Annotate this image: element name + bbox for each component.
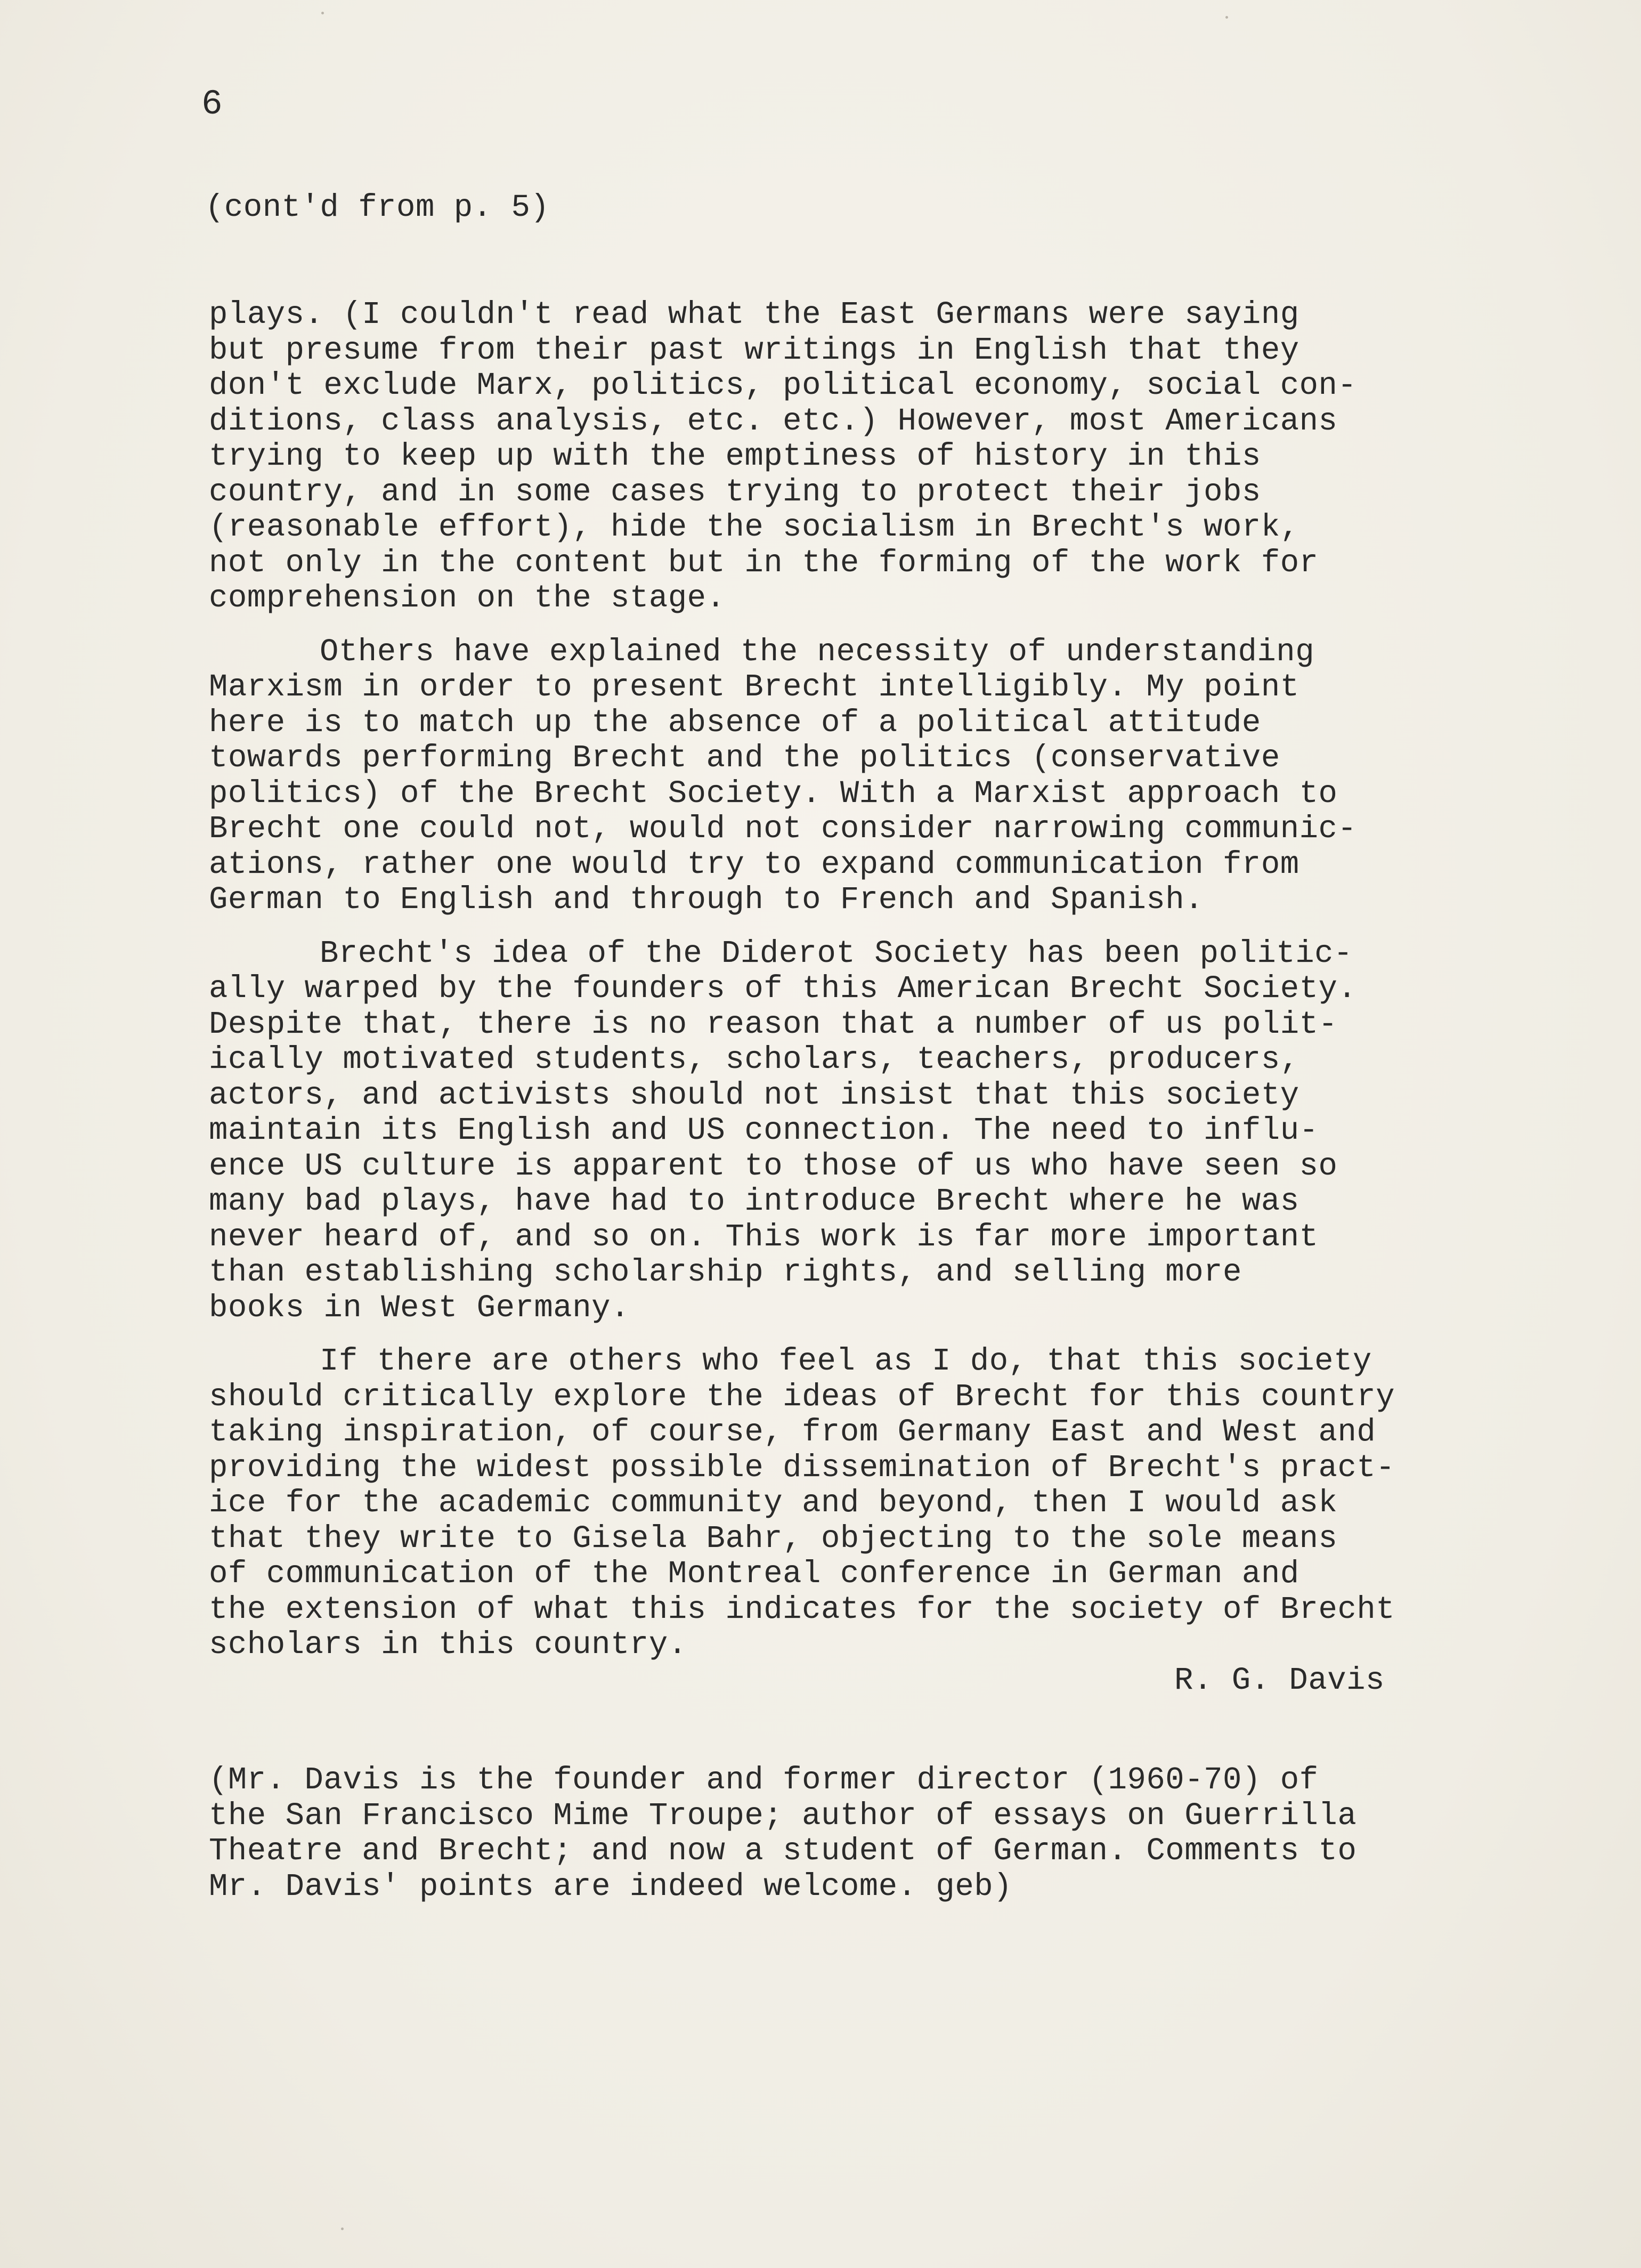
- text-line: (reasonable effort), hide the socialism in Brecht's work,: [209, 509, 1299, 545]
- text-line: ically motivated students, scholars, teachers, producers,: [209, 1042, 1299, 1078]
- text-line: German to English and through to French and Spanish.: [209, 882, 1204, 918]
- body-paragraph: [209, 1344, 1573, 1698]
- body-paragraph: [209, 936, 1573, 1326]
- text-line: of communication of the Montreal conference in German and: [209, 1556, 1299, 1592]
- text-line: but presume from their past writings in English that they: [209, 332, 1299, 368]
- text-line: scholars in this country.: [209, 1627, 687, 1663]
- text-line: Brecht's idea of the Diderot Society has been politic-: [320, 935, 1353, 971]
- page-number: 6: [201, 84, 223, 124]
- text-line: taking inspiration, of course, from Germany East and West and: [209, 1414, 1376, 1450]
- text-line: many bad plays, have had to introduce Brecht where he was: [209, 1184, 1299, 1219]
- text-line: here is to match up the absence of a political attitude: [209, 704, 1261, 741]
- text-line: ence US culture is apparent to those of us who have seen so: [209, 1148, 1338, 1184]
- editor-note: [209, 1763, 1573, 1905]
- text-line: plays. (I couldn't read what the East Germans were saying: [209, 297, 1299, 333]
- note-line: (Mr. Davis is the founder and former director (1960-70) of: [209, 1762, 1319, 1798]
- text-line: ice for the academic community and beyond, then I would ask: [209, 1485, 1338, 1521]
- text-line: not only in the content but in the forming of the work for: [209, 545, 1319, 581]
- text-line: towards performing Brecht and the politics (conservative: [209, 740, 1280, 776]
- text-line: than establishing scholarship rights, and selling more: [209, 1254, 1242, 1290]
- text-line: ations, rather one would try to expand communication from: [209, 846, 1299, 882]
- text-line: Despite that, there is no reason that a number of us polit-: [209, 1006, 1338, 1042]
- text-line: that they write to Gisela Bahr, objecting to the sole means: [209, 1520, 1338, 1557]
- text-line: If there are others who feel as I do, that this society: [320, 1343, 1372, 1379]
- note-line: the San Francisco Mime Troupe; author of essays on Guerrilla: [209, 1797, 1357, 1834]
- text-line: trying to keep up with the emptiness of history in this: [209, 439, 1261, 474]
- paper-speck: [341, 2228, 344, 2230]
- text-line: Marxism in order to present Brecht intelligibly. My point: [209, 669, 1299, 705]
- body-paragraph: [209, 635, 1573, 918]
- text-line: books in West Germany.: [209, 1290, 630, 1326]
- paper-speck: [1225, 16, 1228, 19]
- note-line: Theatre and Brecht; and now a student of German. Comments to: [209, 1833, 1357, 1869]
- continued-from-note: (cont'd from p. 5): [205, 190, 550, 225]
- text-line: politics) of the Brecht Society. With a Marxist approach to: [209, 775, 1338, 812]
- text-line: the extension of what this indicates for the society of Brecht: [209, 1591, 1395, 1627]
- text-line: ditions, class analysis, etc. etc.) However, most Americans: [209, 403, 1338, 439]
- author-signature: R. G. Davis: [1174, 1662, 1385, 1698]
- text-line: Brecht one could not, would not consider narrowing communic-: [209, 811, 1357, 847]
- text-line: maintain its English and US connection. The need to influ-: [209, 1113, 1319, 1148]
- text-line: Others have explained the necessity of understanding: [320, 634, 1315, 670]
- note-line: Mr. Davis' points are indeed welcome. geb): [209, 1868, 1013, 1905]
- article-body: [209, 297, 1573, 1716]
- text-line: never heard of, and so on. This work is far more important: [209, 1219, 1319, 1255]
- text-line: actors, and activists should not insist that this society: [209, 1077, 1299, 1113]
- paper-speck: [321, 12, 324, 14]
- text-line: don't exclude Marx, politics, political economy, social con-: [209, 368, 1357, 403]
- text-line: should critically explore the ideas of Brecht for this country: [209, 1379, 1395, 1415]
- text-line: comprehension on the stage.: [209, 580, 726, 616]
- text-line: providing the widest possible dissemination of Brecht's pract-: [209, 1449, 1395, 1486]
- body-paragraph: [209, 297, 1573, 617]
- text-line: country, and in some cases trying to protect their jobs: [209, 474, 1261, 510]
- text-line: ally warped by the founders of this American Brecht Society.: [209, 971, 1357, 1007]
